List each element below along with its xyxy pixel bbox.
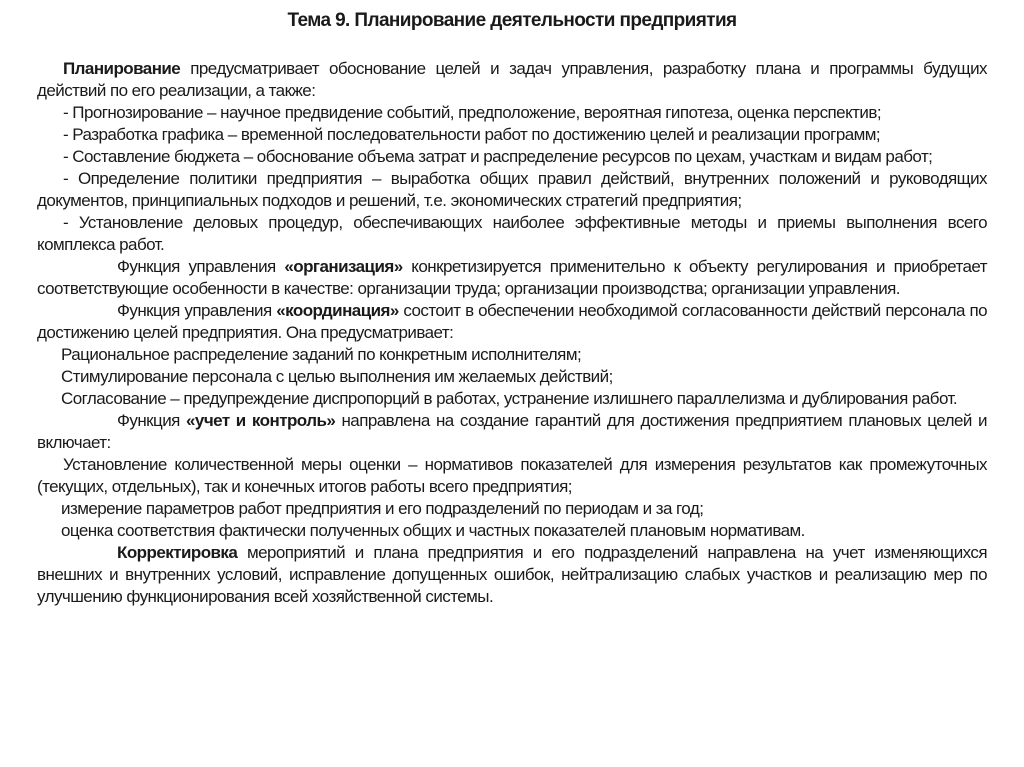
list-item-budget: - Составление бюджета – обоснование объема затрат и распределение ресурсов по цехам, участкам и видам работ;: [63, 147, 933, 166]
list-item-forecasting: - Прогнозирование – научное предвидение событий, предположение, вероятная гипотеза, оценка перспектив;: [63, 103, 882, 122]
term-coordination: «координация»: [276, 301, 399, 320]
paragraph-organization: Функция управления «организация» конкретизируется применительно к объекту регулирования и приобретает соответствующие особенности в качестве: организации труда; организации производства; организации управления.: [37, 257, 987, 298]
list-item-schedule: - Разработка графика – временной последовательности работ по достижению целей и реализации программ;: [63, 125, 881, 144]
term-planning: Планирование: [63, 59, 181, 78]
paragraph-planning: Планирование предусматривает обоснование целей и задач управления, разработку плана и программы будущих действий по его реализации, а также:: [37, 59, 987, 100]
term-correction: Корректировка: [117, 543, 238, 562]
list-item-procedures: - Установление деловых процедур, обеспечивающих наиболее эффективные методы и приемы выполнения всего комплекса работ.: [37, 213, 987, 254]
term-control: «учет и контроль»: [186, 411, 336, 430]
paragraph-control: Функция «учет и контроль» направлена на создание гарантий для достижения предприятием плановых целей и включает:: [37, 411, 987, 452]
paragraph-coordination: Функция управления «координация» состоит в обеспечении необходимой согласованности действий персонала по достижению целей предприятия. Она предусматривает:: [37, 301, 987, 342]
document-body: [37, 58, 987, 608]
list-item-stimulation: Стимулирование персонала с целью выполнения им желаемых действий;: [61, 367, 613, 386]
paragraph-correction: Корректировка мероприятий и плана предприятия и его подразделений направлена на учет изменяющихся внешних и внутренних условий, исправление допущенных ошибок, нейтрализацию слабых участков и реализацию мер по улучшению функционирования всей хозяйственной системы.: [37, 543, 987, 606]
page-title: Тема 9. Планирование деятельности предприятия: [287, 10, 737, 31]
list-item-policy: - Определение политики предприятия – выработка общих правил действий, внутренних положений и руководящих документов, принципиальных подходов и решений, т.е. экономических стратегий предприятия;: [37, 169, 987, 210]
list-item-parameters: измерение параметров работ предприятия и его подразделений по периодам и за год;: [61, 499, 704, 518]
list-item-evaluation: оценка соответствия фактически полученных общих и частных показателей плановым нормативам.: [61, 521, 805, 540]
term-organization: «организация»: [284, 257, 403, 276]
list-item-distribution: Рациональное распределение заданий по конкретным исполнителям;: [61, 345, 582, 364]
list-item-agreement: Согласование – предупреждение диспропорций в работах, устранение излишнего параллелизма и дублирования работ.: [61, 389, 958, 408]
list-item-measure: Установление количественной меры оценки – нормативов показателей для измерения результатов как промежуточных (текущих, отдельных), так и конечных итогов работы всего предприятия;: [37, 455, 987, 496]
